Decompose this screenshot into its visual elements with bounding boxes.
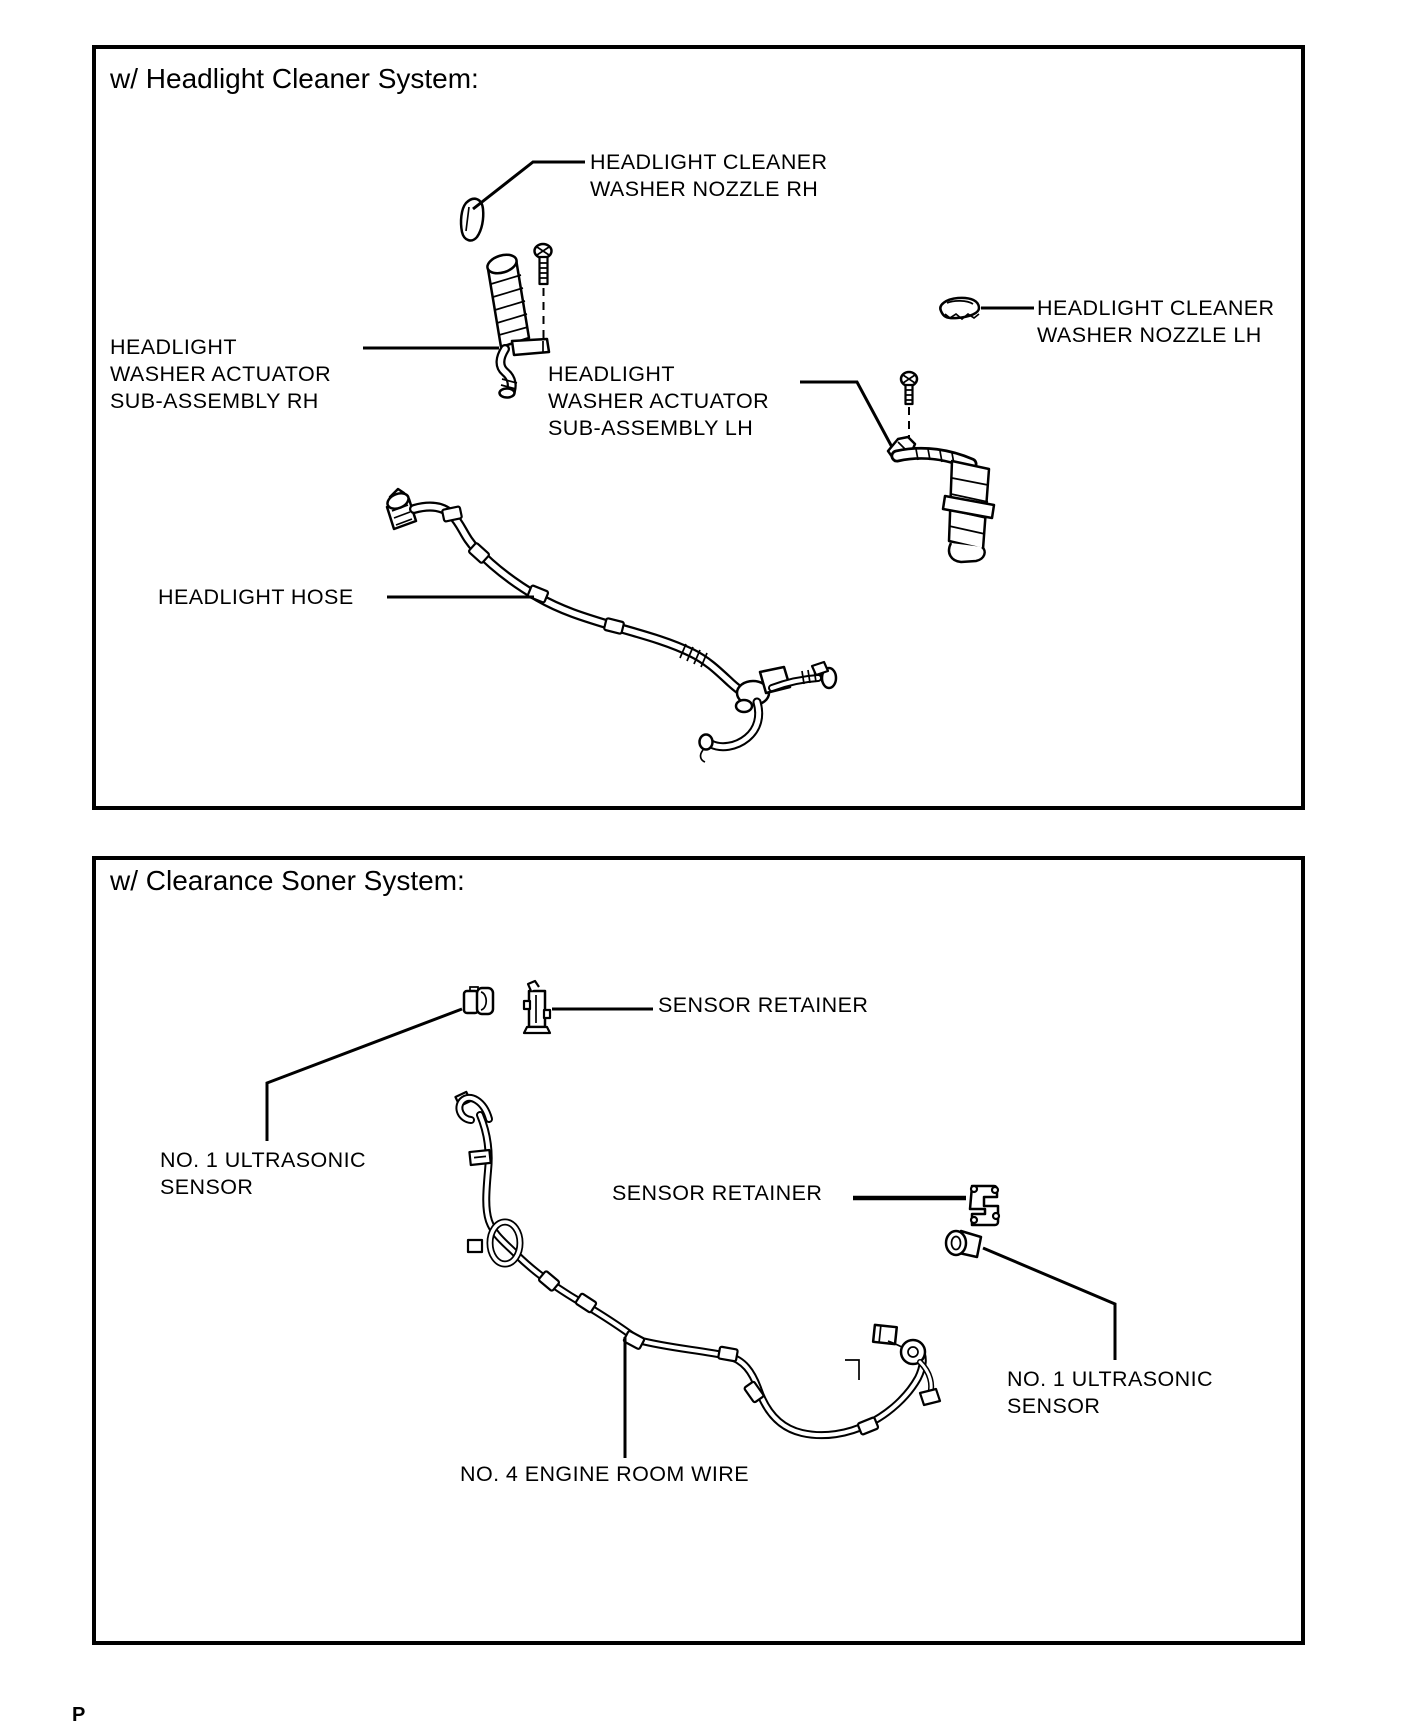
label-headlight-hose xyxy=(158,584,354,611)
label-line: HEADLIGHT xyxy=(110,335,237,359)
label-no1-ultrasonic-sensor-right xyxy=(1007,1366,1213,1420)
label-line: NO. 1 ULTRASONIC xyxy=(160,1148,366,1172)
label-headlight-cleaner-washer-nozzle-rh xyxy=(590,149,828,203)
label-line: SUB-ASSEMBLY RH xyxy=(110,389,319,413)
wire-clip xyxy=(718,1347,738,1362)
panel-title-headlight-cleaner: w/ Headlight Cleaner System: xyxy=(110,63,479,94)
washer-nozzle-lh-part xyxy=(940,298,979,319)
label-line: NO. 4 ENGINE ROOM WIRE xyxy=(460,1462,749,1486)
label-line: HEADLIGHT CLEANER xyxy=(1037,296,1275,320)
leader-actuator-lh xyxy=(800,382,893,449)
headlight-hose-part xyxy=(385,489,836,762)
sensor-retainer-right-part xyxy=(970,1186,999,1225)
leader-ultrasonic-left xyxy=(267,1009,462,1141)
hose-clip xyxy=(604,618,624,634)
sensor-retainer-upper-part xyxy=(524,981,550,1033)
label-line: HEADLIGHT HOSE xyxy=(158,585,354,609)
wire-clip xyxy=(857,1417,878,1435)
ultrasonic-sensor-left-part xyxy=(464,987,493,1014)
label-line: SUB-ASSEMBLY LH xyxy=(548,416,754,440)
label-line: HEADLIGHT CLEANER xyxy=(590,150,828,174)
leader-ultrasonic-right xyxy=(983,1248,1115,1360)
page-footer-mark: P xyxy=(72,1704,86,1726)
harness-branch-connector xyxy=(920,1389,940,1405)
label-line: WASHER NOZZLE RH xyxy=(590,177,819,201)
hose-clip xyxy=(527,585,548,603)
harness-connector xyxy=(873,1325,897,1344)
label-line: SENSOR RETAINER xyxy=(612,1181,823,1205)
bolt-rh xyxy=(535,244,552,284)
label-no1-ultrasonic-sensor-left xyxy=(160,1147,366,1201)
bolt-lh xyxy=(901,372,917,404)
label-sensor-retainer-right xyxy=(612,1180,822,1207)
label-line: NO. 1 ULTRASONIC xyxy=(1007,1367,1213,1391)
label-line: SENSOR RETAINER xyxy=(658,993,869,1017)
washer-actuator-lh-part xyxy=(888,437,994,562)
label-line: WASHER ACTUATOR xyxy=(110,362,332,386)
label-headlight-washer-actuator-sub-assembly-rh xyxy=(110,334,331,415)
label-line: HEADLIGHT xyxy=(548,362,675,386)
panel-title-clearance-sonar: w/ Clearance Soner System: xyxy=(110,865,465,896)
label-line: WASHER ACTUATOR xyxy=(548,389,770,413)
label-no4-engine-room-wire xyxy=(460,1461,749,1488)
label-line: WASHER NOZZLE LH xyxy=(1037,323,1262,347)
hose-clip xyxy=(442,506,462,521)
label-sensor-retainer-upper xyxy=(658,992,868,1019)
label-headlight-cleaner-washer-nozzle-lh xyxy=(1037,295,1275,349)
ultrasonic-sensor-right-part xyxy=(946,1231,981,1257)
wire-clip xyxy=(468,1240,482,1252)
label-line: SENSOR xyxy=(1007,1394,1101,1418)
label-line: SENSOR xyxy=(160,1175,254,1199)
label-headlight-washer-actuator-sub-assembly-lh xyxy=(548,361,769,442)
engine-room-wire-harness xyxy=(455,1092,940,1435)
leader-nozzle-rh xyxy=(473,162,585,209)
wire-clip xyxy=(469,1150,490,1165)
